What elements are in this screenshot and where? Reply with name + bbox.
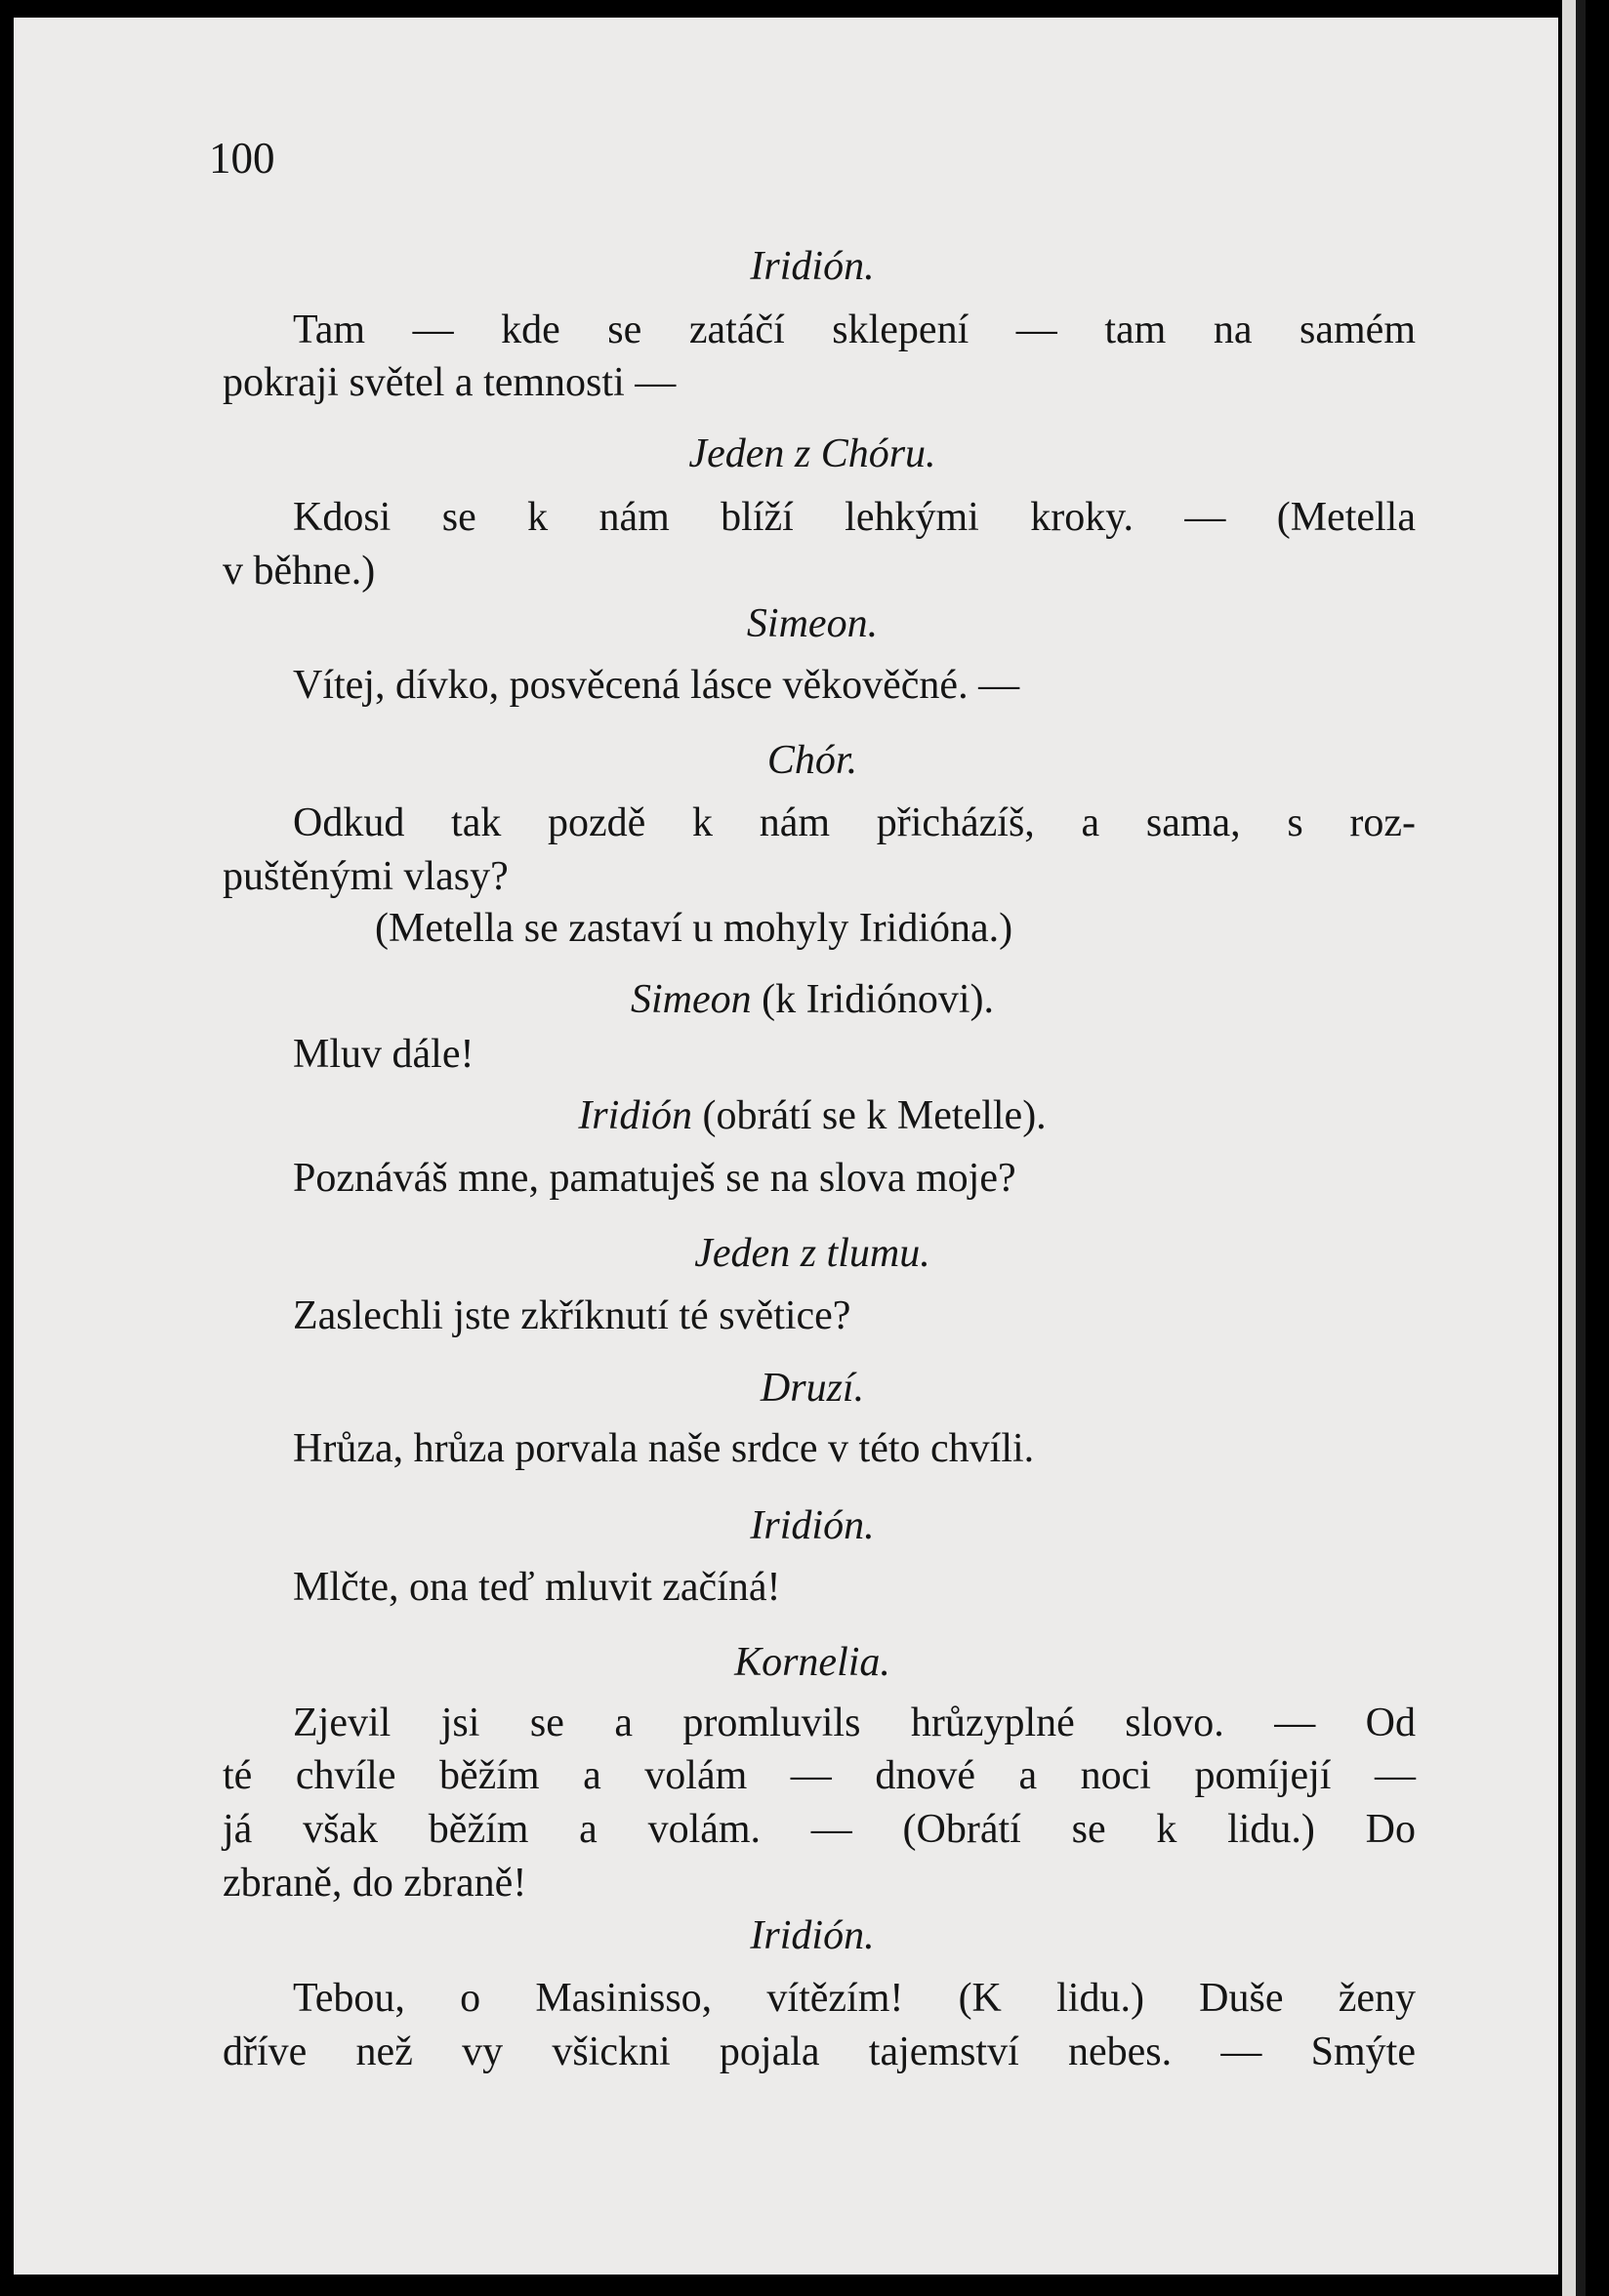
book-page [14,18,1558,2275]
speaker-direction: (obrátí se k Metelle). [702,1093,1047,1138]
text-line: Mlčte, ona teď mluvit začíná! [293,1565,781,1610]
text-line: Mluv dále! [293,1032,474,1077]
speaker-heading: Iridión. [750,1503,875,1548]
speaker-heading: Simeon. [746,601,879,646]
page-edge-strip [1562,0,1576,2296]
speaker-name: Iridión [578,1093,692,1138]
text-line: Kdosi se k nám blíží lehkými kroky. — (Metella [293,495,1416,540]
text-line: Vítej, dívko, posvěcená lásce věkověčné. — [293,663,1020,708]
text-line: Zaslechli jste zkříknutí té světice? [293,1293,851,1338]
speaker-name: Simeon [630,977,752,1022]
speaker-heading: Jeden z tlumu. [694,1231,930,1276]
speaker-heading: Druzí. [760,1366,865,1411]
text-line: dříve než vy všickni pojala tajemství nebes. — Smýte [223,2030,1416,2074]
page-number: 100 [209,134,275,183]
speaker-heading: Jeden z Chóru. [688,431,936,476]
page-edge-shadow [1576,0,1586,2296]
text-line: Zjevil jsi se a promluvils hrůzyplné slovo. — Od [293,1701,1416,1745]
text-line: Tam — kde se zatáčí sklepení — tam na samém [293,308,1416,352]
text-line: Poznáváš mne, pamatuješ se na slova moje? [293,1156,1016,1201]
speaker-heading: Chór. [766,738,858,783]
text-line: pokraji světel a temnosti — [223,360,677,405]
speaker-heading: Kornelia. [734,1640,890,1685]
speaker-heading [209,979,1416,1020]
text-line: Odkud tak pozdě k nám přicházíš, a sama, s roz- [293,800,1416,845]
text-line: puštěnými vlasy? [223,854,509,899]
text-line: Hrůza, hrůza porvala naše srdce v této chvíli. [293,1426,1035,1471]
text-line: té chvíle běžím a volám — dnové a noci pomíjejí — [223,1753,1416,1798]
speaker-heading [209,1095,1416,1136]
stage-direction: (Metella se zastaví u mohyly Iridióna.) [375,906,1013,951]
text-line: já však běžím a volám. — (Obrátí se k lidu.) Do [223,1807,1416,1852]
speaker-heading: Iridión. [750,1913,875,1958]
text-line: zbraně, do zbraně! [223,1861,527,1906]
speaker-direction: (k Iridiónovi). [762,977,995,1022]
text-line: Tebou, o Masinisso, vítězím! (K lidu.) Duše ženy [293,1976,1416,2021]
text-line: v běhne.) [223,549,376,594]
speaker-heading: Iridión. [750,244,875,289]
